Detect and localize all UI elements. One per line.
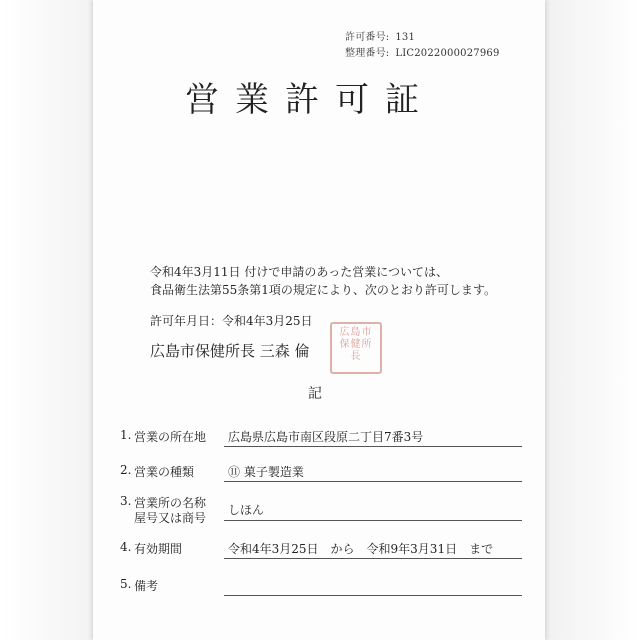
body-line-2: 食品衛生法第55条第1項の規定により、次のとおり許可します。: [150, 283, 496, 297]
permit-number-label: 許可番号:: [345, 32, 390, 43]
reference-number: LIC2022000027969: [395, 48, 500, 59]
item-label: 営業所の名称: [134, 496, 207, 510]
permit-date: 令和4年3月25日: [222, 314, 313, 328]
item-number: 1.: [120, 428, 132, 442]
item-number: 4.: [120, 540, 132, 554]
background-right: [545, 0, 640, 640]
underline: [224, 595, 522, 596]
permit-date-line: [150, 312, 313, 329]
permit-number: 131: [395, 32, 416, 43]
item-number: 3.: [120, 494, 132, 508]
reference-number-line: [345, 44, 500, 59]
body-line-1: 令和4年3月11日 付けで申請のあった営業については、: [150, 265, 448, 279]
item-number: 2.: [120, 463, 132, 477]
item-value: ⑪ 菓子製造業: [228, 465, 304, 479]
item-value: 令和4年3月25日 から 令和9年3月31日 まで: [228, 542, 494, 556]
permit-date-label: 許可年月日：: [150, 314, 223, 328]
item-number: 5.: [120, 577, 132, 591]
underline: [224, 481, 522, 482]
item-label: 有効期間: [134, 542, 183, 556]
item-label-2: 屋号又は商号: [134, 511, 207, 525]
underline: [224, 520, 522, 521]
document-title: 営業許可証: [185, 80, 435, 120]
official-seal: [330, 322, 382, 374]
item-label: 営業の種類: [134, 465, 195, 479]
underline: [224, 558, 522, 559]
reference-number-label: 整理番号:: [345, 48, 390, 59]
background-left: [0, 0, 93, 640]
permit-number-line: [345, 28, 415, 43]
item-value: しほん: [228, 503, 265, 517]
seal-text-1: 広島市: [339, 327, 373, 338]
item-label: 営業の所在地: [134, 430, 207, 444]
issuer-name: 広島市保健所長 三森 倫: [150, 342, 310, 360]
item-label: 備考: [134, 579, 159, 593]
underline: [224, 446, 522, 447]
item-value: 広島県広島市南区段原二丁目7番3号: [228, 430, 424, 444]
section-heading: 記: [308, 386, 322, 402]
seal-text-2: 保健所長: [339, 339, 373, 362]
